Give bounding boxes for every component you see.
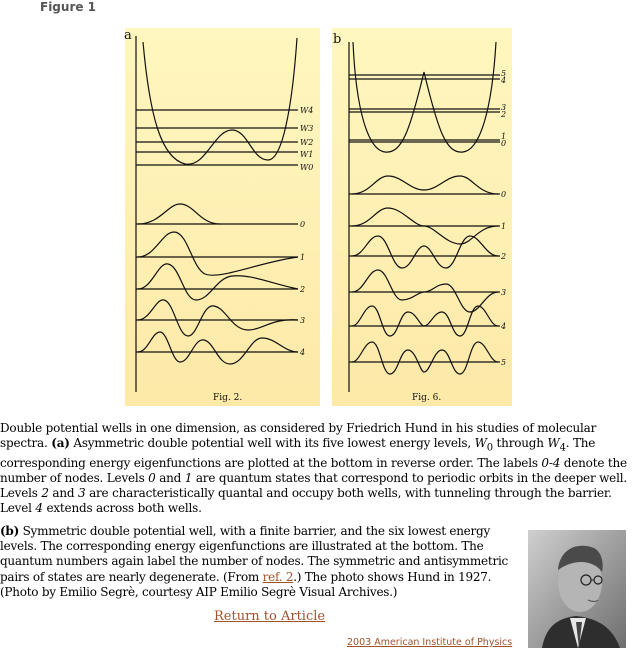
panel-b-fig-label: Fig. 6. (412, 393, 442, 403)
hund-photo (528, 530, 626, 648)
panel-a-background (125, 28, 320, 406)
return-to-article-link[interactable]: Return to Article (214, 609, 326, 624)
figure-heading: Figure 1 (40, 0, 97, 14)
panel-b-node-label: 3 (501, 288, 507, 297)
caption-math: 0-4 (541, 455, 561, 470)
panel-a-letter: a (124, 28, 132, 43)
caption-text: . The corresponding energy eigenfunctions are plotted at the bottom in reverse order. The labels (0, 436, 596, 470)
figure-caption-a (0, 421, 638, 517)
caption-text: through (492, 436, 548, 451)
caption-text: Asymmetric double potential well with its five lowest energy levels, (69, 436, 475, 451)
caption-a-label: (a) (51, 436, 70, 451)
panel-a-node-label: 2 (300, 285, 306, 294)
panel-a-energy-label: W0 (300, 163, 314, 172)
copyright-link[interactable]: 2003 American Institute of Physics (347, 637, 513, 648)
panel-a-energy-label: W1 (300, 150, 314, 159)
panel-b-energy-label: 2 (501, 110, 507, 119)
caption-math: 4 (35, 501, 43, 516)
figure-caption-b (0, 524, 525, 600)
panel-b-node-label: 2 (501, 252, 507, 261)
panel-a-energy-label: W3 (300, 124, 314, 133)
caption-math: 3 (78, 486, 86, 501)
panel-b-node-label: 1 (501, 222, 507, 231)
panel-a-fig-label: Fig. 2. (213, 393, 243, 403)
caption-text: .) The photo shows Hund in 1927. (Photo by Emilio Segrè, courtesy AIP Emilio Segrè Visual Archives.) (0, 569, 492, 599)
caption-math: 0 (148, 471, 156, 485)
caption-text: and (48, 486, 79, 501)
panel-b-energy-label: 3 (501, 103, 507, 112)
ref-link[interactable]: ref. 2 (262, 569, 294, 584)
panel-b-node-label: 4 (501, 322, 507, 331)
panel-a-node-label: 4 (300, 348, 306, 357)
panel-b-energy-label: 1 (501, 132, 507, 141)
caption-b-label: (b) (0, 524, 19, 538)
panel-b-energy-label: 5 (501, 69, 507, 78)
caption-math: 1 (184, 471, 193, 485)
panel-a-energy-label: W4 (300, 106, 314, 115)
panel-b-node-label: 0 (501, 190, 507, 199)
panel-b-energy-label: 0 (501, 139, 507, 148)
caption-math: W (547, 436, 560, 451)
caption-text: and (155, 471, 185, 485)
caption-math: 4 (559, 442, 566, 454)
caption-math: 0 (486, 442, 493, 454)
caption-text: extends across both wells. (42, 501, 202, 516)
caption-intro: Double potential wells in one dimension, as considered by Friedrich Hund in his studies of molecular spectra. (0, 421, 597, 451)
panel-a-node-label: 1 (300, 253, 306, 262)
caption-math: W (474, 436, 487, 451)
panel-a-energy-label: W2 (300, 138, 314, 147)
panel-a-node-label: 0 (300, 220, 306, 229)
panel-b-background (332, 28, 512, 406)
caption-text: denote the number of nodes. Levels (0, 455, 627, 485)
panel-b-letter: b (333, 32, 342, 47)
panel-b-energy-label: 4 (501, 76, 507, 85)
caption-text: are quantum states that correspond to periodic orbits in the deeper well. Levels (0, 471, 627, 501)
panel-b-node-label: 5 (501, 358, 507, 367)
panel-a-node-label: 3 (300, 316, 306, 325)
caption-text: Symmetric double potential well, with a finite barrier, and the six lowest energy levels. The corresponding energy eigenfunctions are illustrated at the bottom. The quantum numbers again label the number of nodes. The symmetric and antisymmetric pairs of states are nearly degenerate. (From (0, 524, 509, 584)
caption-math: 2 (41, 486, 49, 501)
caption-text: are characteristically quantal and occupy both wells, with tunneling through the barrier. Level (0, 486, 612, 516)
